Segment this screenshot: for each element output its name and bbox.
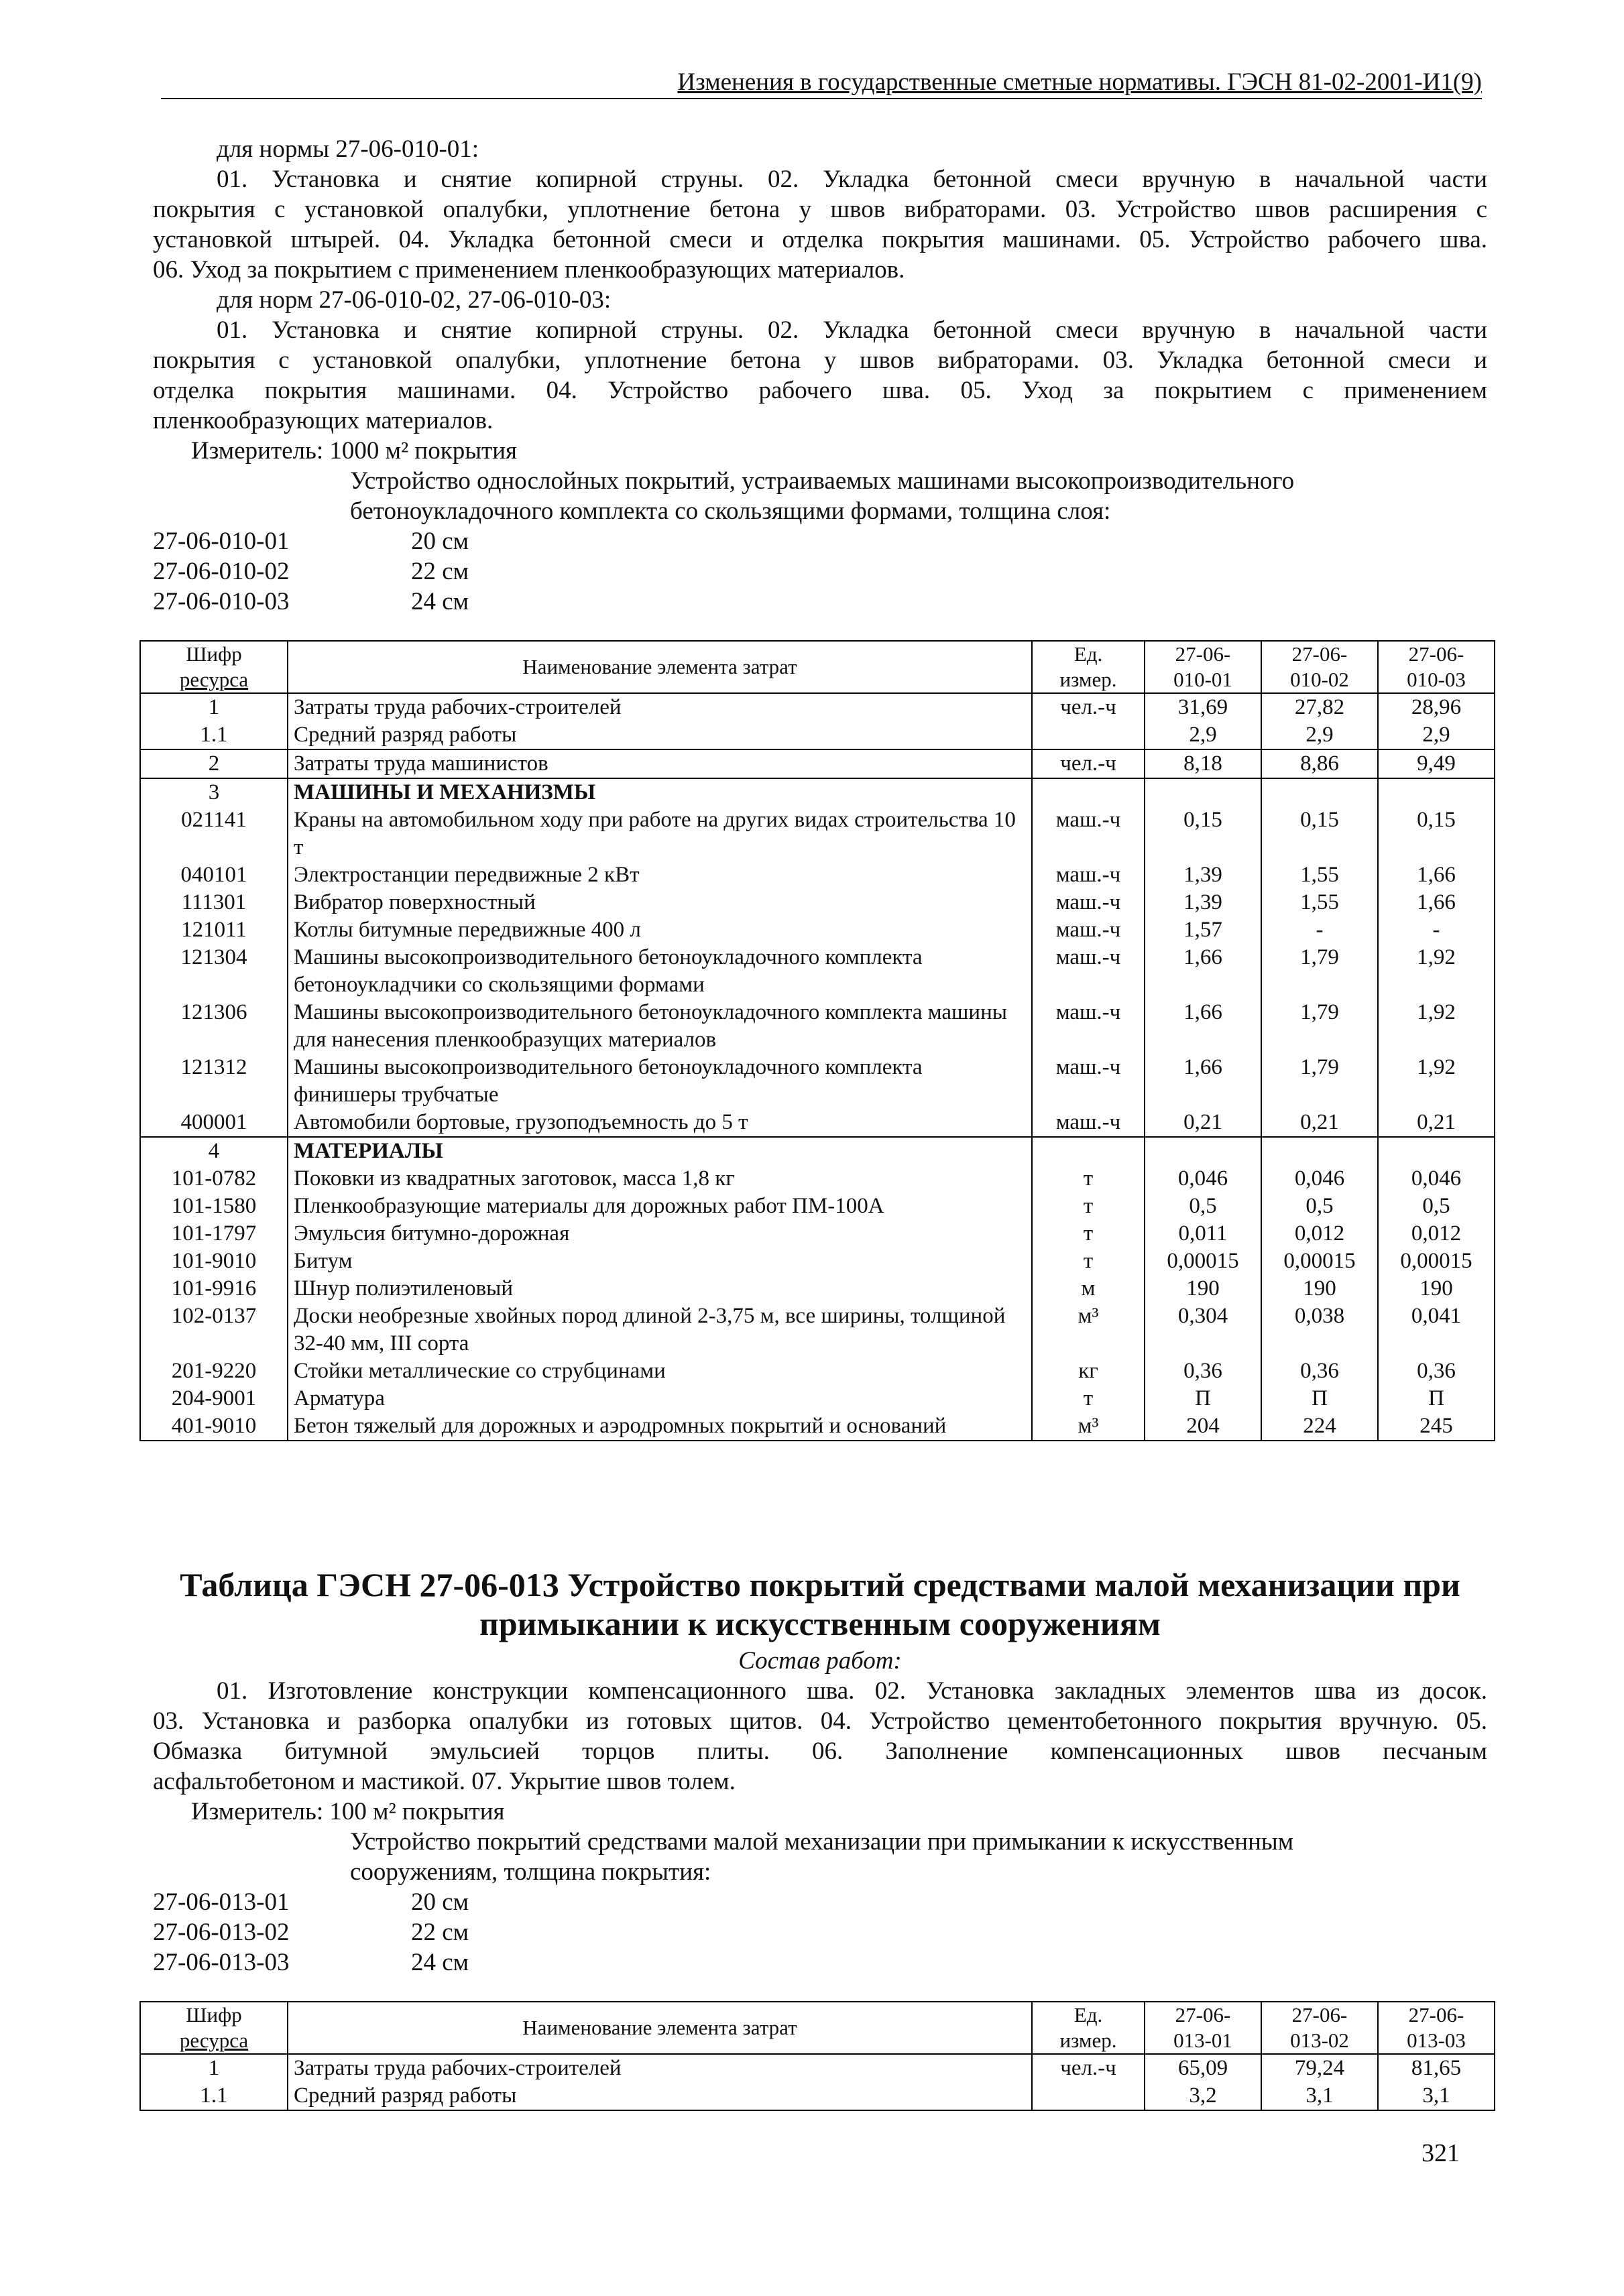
table-row: [140, 2082, 1495, 2110]
norm-thickness: 24 см: [411, 1949, 469, 1976]
norm-value-3: 1,92: [1378, 1054, 1495, 1109]
norm-value-2: 190: [1261, 1275, 1378, 1303]
norm-value-1: 1,39: [1145, 889, 1261, 916]
norm-value-2: [1261, 778, 1378, 806]
table-row: [140, 1385, 1495, 1412]
measure-1: Измеритель: 1000 м² покрытия: [191, 437, 518, 465]
resource-code: 3: [140, 778, 288, 806]
norm-value-1: 0,15: [1145, 806, 1261, 861]
header-unit-line: Ед.: [1074, 2003, 1103, 2027]
norm-code: 27-06-013-02: [153, 1919, 290, 1946]
resource-unit: маш.-ч: [1032, 999, 1145, 1054]
works-2: [153, 315, 1487, 436]
resource-unit: маш.-ч: [1032, 806, 1145, 861]
norm-value-2: 2,9: [1261, 721, 1378, 749]
works-1: [153, 164, 1487, 285]
norm-thickness: 20 см: [411, 528, 469, 555]
norm-value-3: 2,9: [1378, 721, 1495, 749]
resource-code: 101-9010: [140, 1248, 288, 1275]
resource-code: 1.1: [140, 2082, 288, 2110]
header-norm-1: [1145, 641, 1261, 693]
resource-code: 201-9220: [140, 1357, 288, 1385]
norm-value-1: 1,66: [1145, 944, 1261, 999]
table-header-row: [140, 2002, 1495, 2054]
norm-thickness: 22 см: [411, 1919, 469, 1946]
norm-value-3: 0,15: [1378, 806, 1495, 861]
header-norm-line: 010-03: [1407, 668, 1466, 691]
norm-value-1: 0,011: [1145, 1220, 1261, 1248]
measure-2: Измеритель: 100 м² покрытия: [191, 1798, 505, 1825]
norm-code-row: [153, 1887, 469, 1917]
works-1-line: покрытия с установкой опалубки, уплотнение бетона у швов вибраторами. 03. Устройство швов расширения с: [153, 196, 1487, 223]
resource-unit: м³: [1032, 1412, 1145, 1441]
norm-value-3: 0,012: [1378, 1220, 1495, 1248]
norm-value-1: 2,9: [1145, 721, 1261, 749]
norm-thickness: 20 см: [411, 1888, 469, 1916]
header-name: Наименование элемента затрат: [288, 641, 1032, 693]
norm-value-3: 0,046: [1378, 1165, 1495, 1193]
resource-code: 4: [140, 1137, 288, 1165]
resource-table-010: [139, 640, 1495, 1441]
table-title-line: примыкании к искусственным сооружениям: [479, 1605, 1161, 1642]
works-2-line: отделка покрытия машинами. 04. Устройство рабочего шва. 05. Уход за покрытием с применением: [153, 377, 1487, 404]
table-row: [140, 916, 1495, 944]
norm-value-2: 0,046: [1261, 1165, 1378, 1193]
works-3-line: 03. Установка и разборка опалубки из готовых щитов. 04. Устройство цементобетонного покрытия вручную. 05.: [153, 1707, 1487, 1735]
norm-value-3: 1,92: [1378, 944, 1495, 999]
resource-code: 1.1: [140, 721, 288, 749]
table-row: [140, 806, 1495, 861]
header-norm-line: 27-06-: [1408, 642, 1464, 666]
norm-value-1: 0,21: [1145, 1109, 1261, 1137]
header-norm-3: [1378, 2002, 1495, 2054]
norm-value-1: 0,36: [1145, 1357, 1261, 1385]
resource-code: 101-1797: [140, 1220, 288, 1248]
table-row: [140, 1303, 1495, 1357]
resource-name: Затраты труда рабочих-строителей: [288, 2054, 1032, 2082]
resource-name: Поковки из квадратных заготовок, масса 1,8 кг: [288, 1165, 1032, 1193]
norm-value-3: 245: [1378, 1412, 1495, 1441]
norm-value-1: 1,66: [1145, 999, 1261, 1054]
description-2-line: сооружениям, толщина покрытия:: [350, 1858, 711, 1886]
norm-value-3: 0,21: [1378, 1109, 1495, 1137]
resource-unit: т: [1032, 1220, 1145, 1248]
resource-code: 121304: [140, 944, 288, 999]
table-row: [140, 889, 1495, 916]
norm-code-row: [153, 1917, 469, 1947]
works-2-line: пленкообразующих материалов.: [153, 407, 494, 434]
norm-value-3: 9,49: [1378, 749, 1495, 778]
resource-unit: кг: [1032, 1357, 1145, 1385]
norm-value-1: 0,304: [1145, 1303, 1261, 1357]
resource-code: 204-9001: [140, 1385, 288, 1412]
norm-value-3: [1378, 778, 1495, 806]
norm-value-3: П: [1378, 1385, 1495, 1412]
table-row: [140, 1165, 1495, 1193]
resource-table-013: [139, 2001, 1495, 2111]
header-norm-3: [1378, 641, 1495, 693]
norm-value-3: -: [1378, 916, 1495, 944]
norm-code: 27-06-013-03: [153, 1949, 290, 1976]
norm-value-1: [1145, 1137, 1261, 1165]
table-row: [140, 778, 1495, 806]
resource-unit: чел.-ч: [1032, 2054, 1145, 2082]
norm-value-3: [1378, 1137, 1495, 1165]
resource-code: 121312: [140, 1054, 288, 1109]
norm-value-1: 65,09: [1145, 2054, 1261, 2082]
table-body: [140, 2054, 1495, 2110]
norm-value-2: 79,24: [1261, 2054, 1378, 2082]
resource-name: Котлы битумные передвижные 400 л: [288, 916, 1032, 944]
header-norm-line: 27-06-: [1175, 2003, 1231, 2027]
header-norm-2: [1261, 2002, 1378, 2054]
resource-unit: маш.-ч: [1032, 1054, 1145, 1109]
norm-value-3: 3,1: [1378, 2082, 1495, 2110]
norm-value-1: П: [1145, 1385, 1261, 1412]
norm-value-2: 8,86: [1261, 749, 1378, 778]
norm-value-3: 0,5: [1378, 1193, 1495, 1220]
norm-value-1: 31,69: [1145, 693, 1261, 721]
table-row: [140, 861, 1495, 889]
norm-value-1: 0,5: [1145, 1193, 1261, 1220]
resource-name: Вибратор поверхностный: [288, 889, 1032, 916]
table-row: [140, 1109, 1495, 1137]
norm-value-2: 224: [1261, 1412, 1378, 1441]
norm-value-2: 1,79: [1261, 999, 1378, 1054]
resource-code: 1: [140, 693, 288, 721]
resource-unit: маш.-ч: [1032, 944, 1145, 999]
resource-code: 121011: [140, 916, 288, 944]
works-1-line: 01. Установка и снятие копирной струны. 02. Укладка бетонной смеси вручную в начальной части: [217, 166, 1487, 193]
norm-value-1: 1,66: [1145, 1054, 1261, 1109]
norm-code: 27-06-010-02: [153, 558, 290, 585]
header-norm-line: 013-03: [1407, 2029, 1466, 2052]
norm-value-1: 204: [1145, 1412, 1261, 1441]
works-3: [153, 1676, 1487, 1797]
resource-name: Затраты труда машинистов: [288, 749, 1032, 778]
works-3-line: Обмазка битумной эмульсией торцов плиты. 06. Заполнение компенсационных швов песчаным: [153, 1738, 1487, 1765]
norm-value-3: 190: [1378, 1275, 1495, 1303]
norm-value-1: 8,18: [1145, 749, 1261, 778]
resource-name: Машины высокопроизводительного бетоноукладочного комплекта бетоноукладчики со скользящими формами: [288, 944, 1032, 999]
header-code-line: ресурса: [179, 668, 249, 691]
header-norm-line: 27-06-: [1175, 642, 1231, 666]
table-row: [140, 944, 1495, 999]
norm-code: 27-06-010-01: [153, 528, 290, 555]
norm-value-2: 0,15: [1261, 806, 1378, 861]
header-unit-line: измер.: [1059, 2029, 1117, 2052]
header-norm-line: 27-06-: [1408, 2003, 1464, 2027]
table-title: [153, 1565, 1487, 1643]
resource-unit: маш.-ч: [1032, 1109, 1145, 1137]
description-1: [350, 466, 1490, 526]
norm-value-1: 3,2: [1145, 2082, 1261, 2110]
resource-name: Доски необрезные хвойных пород длиной 2-3,75 м, все ширины, толщиной 32-40 мм, III сорта: [288, 1303, 1032, 1357]
table-row: [140, 1054, 1495, 1109]
description-1-line: Устройство однослойных покрытий, устраиваемых машинами высокопроизводительного: [350, 467, 1295, 495]
table-row: [140, 749, 1495, 778]
norm-value-2: 27,82: [1261, 693, 1378, 721]
norm-code-row: [153, 526, 469, 556]
norm-value-2: 3,1: [1261, 2082, 1378, 2110]
header-unit-line: Ед.: [1074, 642, 1103, 666]
description-2: [350, 1827, 1490, 1887]
resource-name: Электростанции передвижные 2 кВт: [288, 861, 1032, 889]
resource-name: Пленкообразующие материалы для дорожных работ ПМ-100А: [288, 1193, 1032, 1220]
table-body: [140, 693, 1495, 1441]
table-row: [140, 693, 1495, 721]
resource-unit: [1032, 1137, 1145, 1165]
description-2-line: Устройство покрытий средствами малой механизации при примыкании к искусственным: [350, 1828, 1294, 1856]
resource-unit: м³: [1032, 1303, 1145, 1357]
norm-value-3: 1,66: [1378, 889, 1495, 916]
norm-value-1: 0,00015: [1145, 1248, 1261, 1275]
for-norm-2: для норм 27-06-010-02, 27-06-010-03:: [217, 286, 612, 314]
works-1-line: 06. Уход за покрытием с применением пленкообразующих материалов.: [153, 256, 905, 284]
header-norm-line: 013-01: [1173, 2029, 1232, 2052]
norm-value-1: 1,57: [1145, 916, 1261, 944]
resource-name: Средний разряд работы: [288, 721, 1032, 749]
resource-unit: [1032, 721, 1145, 749]
norm-value-2: 0,038: [1261, 1303, 1378, 1357]
resource-code: 400001: [140, 1109, 288, 1137]
table-row: [140, 1412, 1495, 1441]
norm-value-2: 0,00015: [1261, 1248, 1378, 1275]
resource-code: 102-0137: [140, 1303, 288, 1357]
header-norm-line: 27-06-: [1291, 2003, 1348, 2027]
page-number: 321: [1422, 2139, 1460, 2167]
table-row: [140, 721, 1495, 749]
resource-code: 101-1580: [140, 1193, 288, 1220]
resource-unit: маш.-ч: [1032, 861, 1145, 889]
resource-name: Автомобили бортовые, грузоподъемность до 5 т: [288, 1109, 1032, 1137]
norm-value-3: 0,00015: [1378, 1248, 1495, 1275]
resource-unit: т: [1032, 1193, 1145, 1220]
header-unit-line: измер.: [1059, 668, 1117, 691]
norm-code-row: [153, 1947, 469, 1978]
table-row: [140, 2054, 1495, 2082]
table-title-line: Таблица ГЭСН 27-06-013 Устройство покрытий средствами малой механизации при: [180, 1566, 1460, 1604]
norm-value-2: 0,5: [1261, 1193, 1378, 1220]
resource-name: Стойки металлические со струбцинами: [288, 1357, 1032, 1385]
header-unit: [1032, 641, 1145, 693]
resource-unit: маш.-ч: [1032, 889, 1145, 916]
table-row: [140, 1137, 1495, 1165]
resource-unit: маш.-ч: [1032, 916, 1145, 944]
resource-unit: [1032, 2082, 1145, 2110]
resource-code: 111301: [140, 889, 288, 916]
norm-value-1: 190: [1145, 1275, 1261, 1303]
composition-heading: Состав работ:: [738, 1647, 902, 1675]
resource-unit: [1032, 778, 1145, 806]
resource-name: Эмульсия битумно-дорожная: [288, 1220, 1032, 1248]
norm-value-2: П: [1261, 1385, 1378, 1412]
description-1-line: бетоноукладочного комплекта со скользящими формами, толщина слоя:: [350, 497, 1111, 525]
norm-value-1: 0,046: [1145, 1165, 1261, 1193]
table-header-row: [140, 641, 1495, 693]
resource-code: 040101: [140, 861, 288, 889]
norm-value-2: 0,012: [1261, 1220, 1378, 1248]
header-norm-1: [1145, 2002, 1261, 2054]
resource-code: 1: [140, 2054, 288, 2082]
norm-code: 27-06-010-03: [153, 588, 290, 615]
table-row: [140, 1248, 1495, 1275]
running-header: [161, 67, 1482, 99]
norm-value-2: 1,79: [1261, 1054, 1378, 1109]
works-2-line: 01. Установка и снятие копирной струны. 02. Укладка бетонной смеси вручную в начальной части: [217, 316, 1487, 344]
resource-unit: чел.-ч: [1032, 693, 1145, 721]
norm-value-3: 28,96: [1378, 693, 1495, 721]
table-row: [140, 1275, 1495, 1303]
works-3-line: 01. Изготовление конструкции компенсационного шва. 02. Установка закладных элементов шва из досок.: [217, 1677, 1487, 1705]
resource-name: МАТЕРИАЛЫ: [288, 1137, 1032, 1165]
resource-name: Машины высокопроизводительного бетоноукладочного комплекта финишеры трубчатые: [288, 1054, 1032, 1109]
header-code-line: Шифр: [186, 2003, 242, 2027]
header-name: Наименование элемента затрат: [288, 2002, 1032, 2054]
norm-value-3: 0,041: [1378, 1303, 1495, 1357]
resource-name: МАШИНЫ И МЕХАНИЗМЫ: [288, 778, 1032, 806]
resource-unit: м: [1032, 1275, 1145, 1303]
table-row: [140, 1357, 1495, 1385]
header-norm-line: 013-02: [1290, 2029, 1349, 2052]
norm-value-1: 1,39: [1145, 861, 1261, 889]
norm-value-3: 81,65: [1378, 2054, 1495, 2082]
header-code: [140, 2002, 288, 2054]
resource-name: Средний разряд работы: [288, 2082, 1032, 2110]
resource-name: Затраты труда рабочих-строителей: [288, 693, 1032, 721]
norm-code-row: [153, 587, 469, 617]
norm-value-2: 1,55: [1261, 889, 1378, 916]
works-2-line: покрытия с установкой опалубки, уплотнение бетона у швов вибраторами. 03. Укладка бетонной смеси и: [153, 347, 1487, 374]
norm-value-1: [1145, 778, 1261, 806]
norm-value-3: 1,66: [1378, 861, 1495, 889]
resource-code: 101-9916: [140, 1275, 288, 1303]
resource-name: Арматура: [288, 1385, 1032, 1412]
running-header-text: Изменения в государственные сметные нормативы. ГЭСН 81-02-2001-И1(9): [677, 68, 1482, 96]
resource-unit: т: [1032, 1385, 1145, 1412]
resource-unit: т: [1032, 1248, 1145, 1275]
header-code-line: Шифр: [186, 642, 242, 666]
resource-name: Шнур полиэтиленовый: [288, 1275, 1032, 1303]
table-row: [140, 999, 1495, 1054]
header-norm-line: 010-02: [1290, 668, 1349, 691]
resource-code: 2: [140, 749, 288, 778]
norm-value-2: 1,79: [1261, 944, 1378, 999]
resource-unit: чел.-ч: [1032, 749, 1145, 778]
works-3-line: асфальтобетоном и мастикой. 07. Укрытие швов толем.: [153, 1768, 736, 1795]
header-code: [140, 641, 288, 693]
norm-value-2: 0,36: [1261, 1357, 1378, 1385]
norm-value-2: 1,55: [1261, 861, 1378, 889]
resource-code: 401-9010: [140, 1412, 288, 1441]
resource-name: Машины высокопроизводительного бетоноукладочного комплекта машины для нанесения пленкообразущих материалов: [288, 999, 1032, 1054]
resource-name: Краны на автомобильном ходу при работе на других видах строительства 10 т: [288, 806, 1032, 861]
header-norm-line: 27-06-: [1291, 642, 1348, 666]
header-norm-2: [1261, 641, 1378, 693]
for-norm-1: для нормы 27-06-010-01:: [217, 135, 479, 163]
norm-code: 27-06-013-01: [153, 1888, 290, 1916]
header-code-line: ресурса: [179, 2029, 249, 2052]
header-unit: [1032, 2002, 1145, 2054]
header-norm-line: 010-01: [1173, 668, 1232, 691]
norm-thickness: 22 см: [411, 558, 469, 585]
norm-value-2: 0,21: [1261, 1109, 1378, 1137]
norm-value-2: -: [1261, 916, 1378, 944]
resource-code: 121306: [140, 999, 288, 1054]
resource-code: 101-0782: [140, 1165, 288, 1193]
norm-value-2: [1261, 1137, 1378, 1165]
resource-code: 021141: [140, 806, 288, 861]
norm-value-3: 0,36: [1378, 1357, 1495, 1385]
resource-name: Битум: [288, 1248, 1032, 1275]
norm-value-3: 1,92: [1378, 999, 1495, 1054]
works-1-line: установкой штырей. 04. Укладка бетонной смеси и отделка покрытия машинами. 05. Устройство рабочего шва.: [153, 226, 1487, 253]
table-row: [140, 1193, 1495, 1220]
norm-thickness: 24 см: [411, 588, 469, 615]
resource-name: Бетон тяжелый для дорожных и аэродромных покрытий и оснований: [288, 1412, 1032, 1441]
norm-code-row: [153, 556, 469, 587]
resource-unit: т: [1032, 1165, 1145, 1193]
table-row: [140, 1220, 1495, 1248]
